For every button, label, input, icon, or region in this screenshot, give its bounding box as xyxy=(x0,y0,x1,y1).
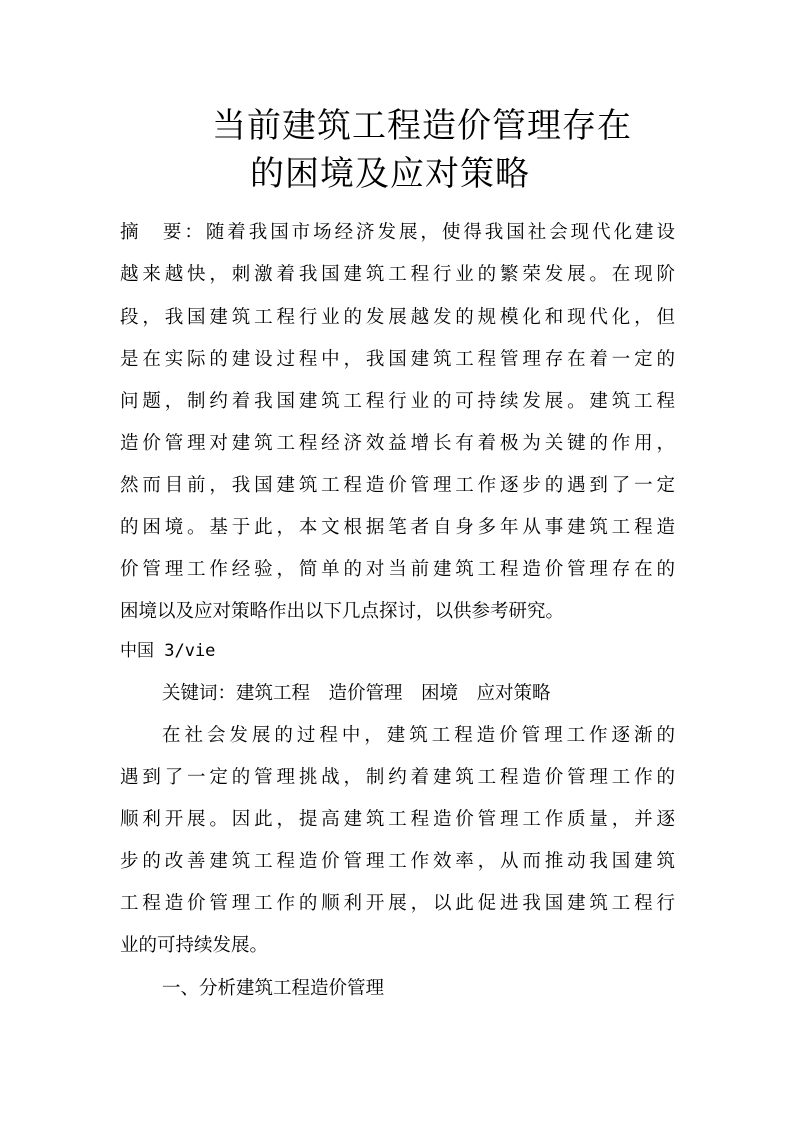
intro-line: 步的改善建筑工程造价管理工作效率，从而推动我国建筑 xyxy=(120,851,675,872)
abstract-line: 然而目前，我国建筑工程造价管理工作逐步的遇到了一定 xyxy=(120,475,675,496)
abstract-line: 困境以及应对策略作出以下几点探讨，以供参考研究。 xyxy=(120,601,565,622)
abstract-line: 造价管理对建筑工程经济效益增长有着极为关键的作用， xyxy=(120,433,675,454)
section-heading: 一、分析建筑工程造价管理 xyxy=(162,978,385,999)
intro-line: 工程造价管理工作的顺利开展，以此促进我国建筑工程行 xyxy=(120,893,675,914)
abstract-line: 问题，制约着我国建筑工程行业的可持续发展。建筑工程 xyxy=(120,391,675,412)
document-title-line-2: 的困境及应对策略 xyxy=(250,154,530,194)
document-title-line-1: 当前建筑工程造价管理存在 xyxy=(212,106,632,146)
intro-line: 在社会发展的过程中，建筑工程造价管理工作逐渐的 xyxy=(162,725,675,746)
intro-line: 遇到了一定的管理挑战，制约着建筑工程造价管理工作的 xyxy=(120,767,675,788)
abstract-line: 价管理工作经验，简单的对当前建筑工程造价管理存在的 xyxy=(120,559,675,580)
keywords: 关键词：建筑工程 造价管理 困境 应对策略 xyxy=(162,683,551,704)
intro-line: 顺利开展。因此，提高建筑工程造价管理工作质量，并逐 xyxy=(120,809,675,830)
classification-number: 中国 3/vie xyxy=(120,641,216,661)
abstract-line: 段，我国建筑工程行业的发展越发的规模化和现代化，但 xyxy=(120,307,675,328)
abstract-line: 是在实际的建设过程中，我国建筑工程管理存在着一定的 xyxy=(120,349,675,370)
abstract-line: 越来越快，刺激着我国建筑工程行业的繁荣发展。在现阶 xyxy=(120,264,675,285)
abstract-line: 摘 要：随着我国市场经济发展，使得我国社会现代化建设 xyxy=(120,222,675,243)
intro-line: 业的可持续发展。 xyxy=(120,935,269,956)
abstract-line: 的困境。基于此，本文根据笔者自身多年从事建筑工程造 xyxy=(120,517,675,538)
